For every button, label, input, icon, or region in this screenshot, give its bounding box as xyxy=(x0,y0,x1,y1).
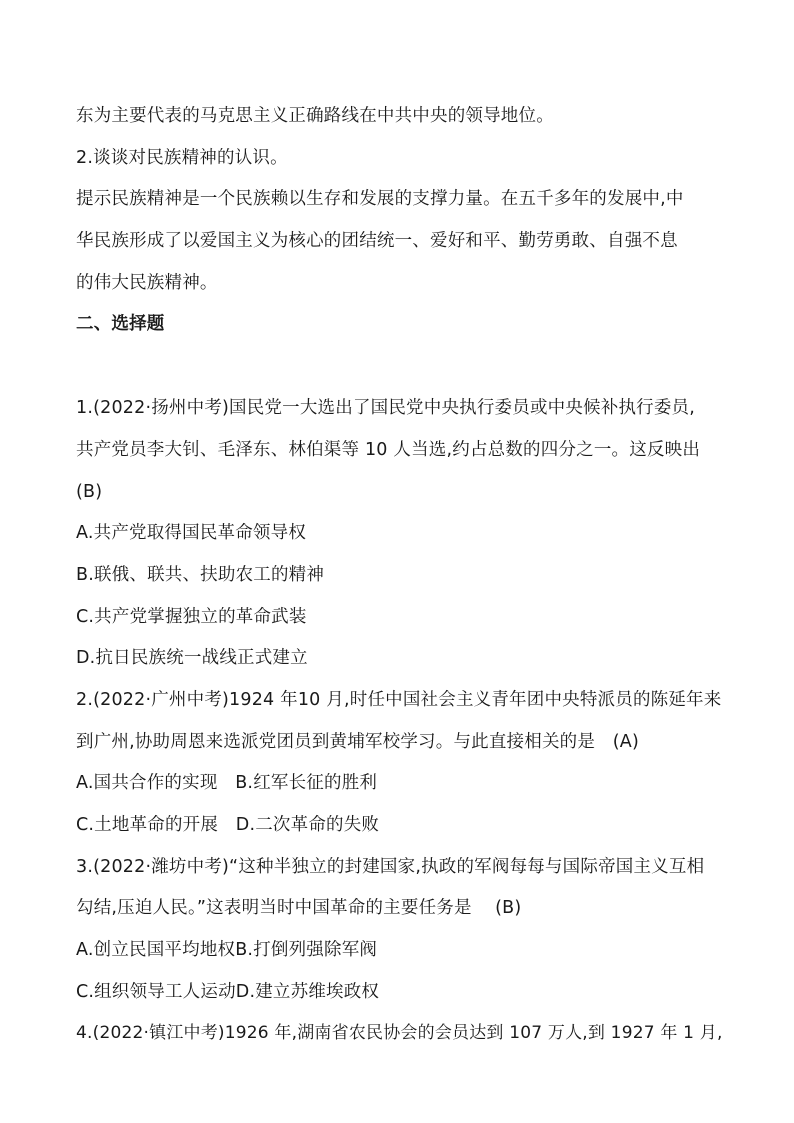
question-line: 4.(2022·镇江中考)1926 年,湖南省农民协会的会员达到 107 万人,到 1927 年 1 月, xyxy=(76,1023,723,1044)
question-line: 勾结,压迫人民。”这表明当时中国革命的主要任务是 (B) xyxy=(76,898,522,919)
answer-line: (B) xyxy=(76,481,103,502)
text-line: 的伟大民族精神。 xyxy=(76,272,218,293)
section-heading: 二、选择题 xyxy=(76,314,165,335)
option-line: C.土地革命的开展 D.二次革命的失败 xyxy=(76,815,380,835)
text-line: 华民族形成了以爱国主义为核心的团结统一、爱好和平、勤劳勇敢、自强不息 xyxy=(76,231,678,252)
document-page xyxy=(76,96,726,1055)
option-line: A.共产党取得国民革命领导权 xyxy=(76,523,307,544)
text-line: 东为主要代表的马克思主义正确路线在中共中央的领导地位。 xyxy=(76,106,554,126)
option-line: D.抗日民族统一战线正式建立 xyxy=(76,648,308,669)
question-line: 2.谈谈对民族精神的认识。 xyxy=(76,147,288,168)
option-line: A.国共合作的实现 B.红军长征的胜利 xyxy=(76,773,378,794)
text-line: 提示民族精神是一个民族赖以生存和发展的支撑力量。在五千多年的发展中,中 xyxy=(76,189,684,210)
spacer xyxy=(76,346,726,388)
option-line: A.创立民国平均地权B.打倒列强除军阀 xyxy=(76,940,378,961)
option-line: C.组织领导工人运动D.建立苏维埃政权 xyxy=(76,981,380,1002)
question-line: 1.(2022·扬州中考)国民党一大选出了国民党中央执行委员或中央候补执行委员, xyxy=(76,398,696,419)
question-line: 到广州,协助周恩来选派党团员到黄埔军校学习。与此直接相关的是 (A) xyxy=(76,731,639,752)
option-line: C.共产党掌握独立的革命武装 xyxy=(76,606,307,627)
option-line: B.联俄、联共、扶助农工的精神 xyxy=(76,564,325,585)
question-line: 3.(2022·潍坊中考)“这种半独立的封建国家,执政的军阀每每与国际帝国主义互相 xyxy=(76,856,705,877)
question-line: 2.(2022·广州中考)1924 年10 月,时任中国社会主义青年团中央特派员的陈延年来 xyxy=(76,689,722,710)
question-line: 共产党员李大钊、毛泽东、林伯渠等 10 人当选,约占总数的四分之一。这反映出 xyxy=(76,439,701,460)
